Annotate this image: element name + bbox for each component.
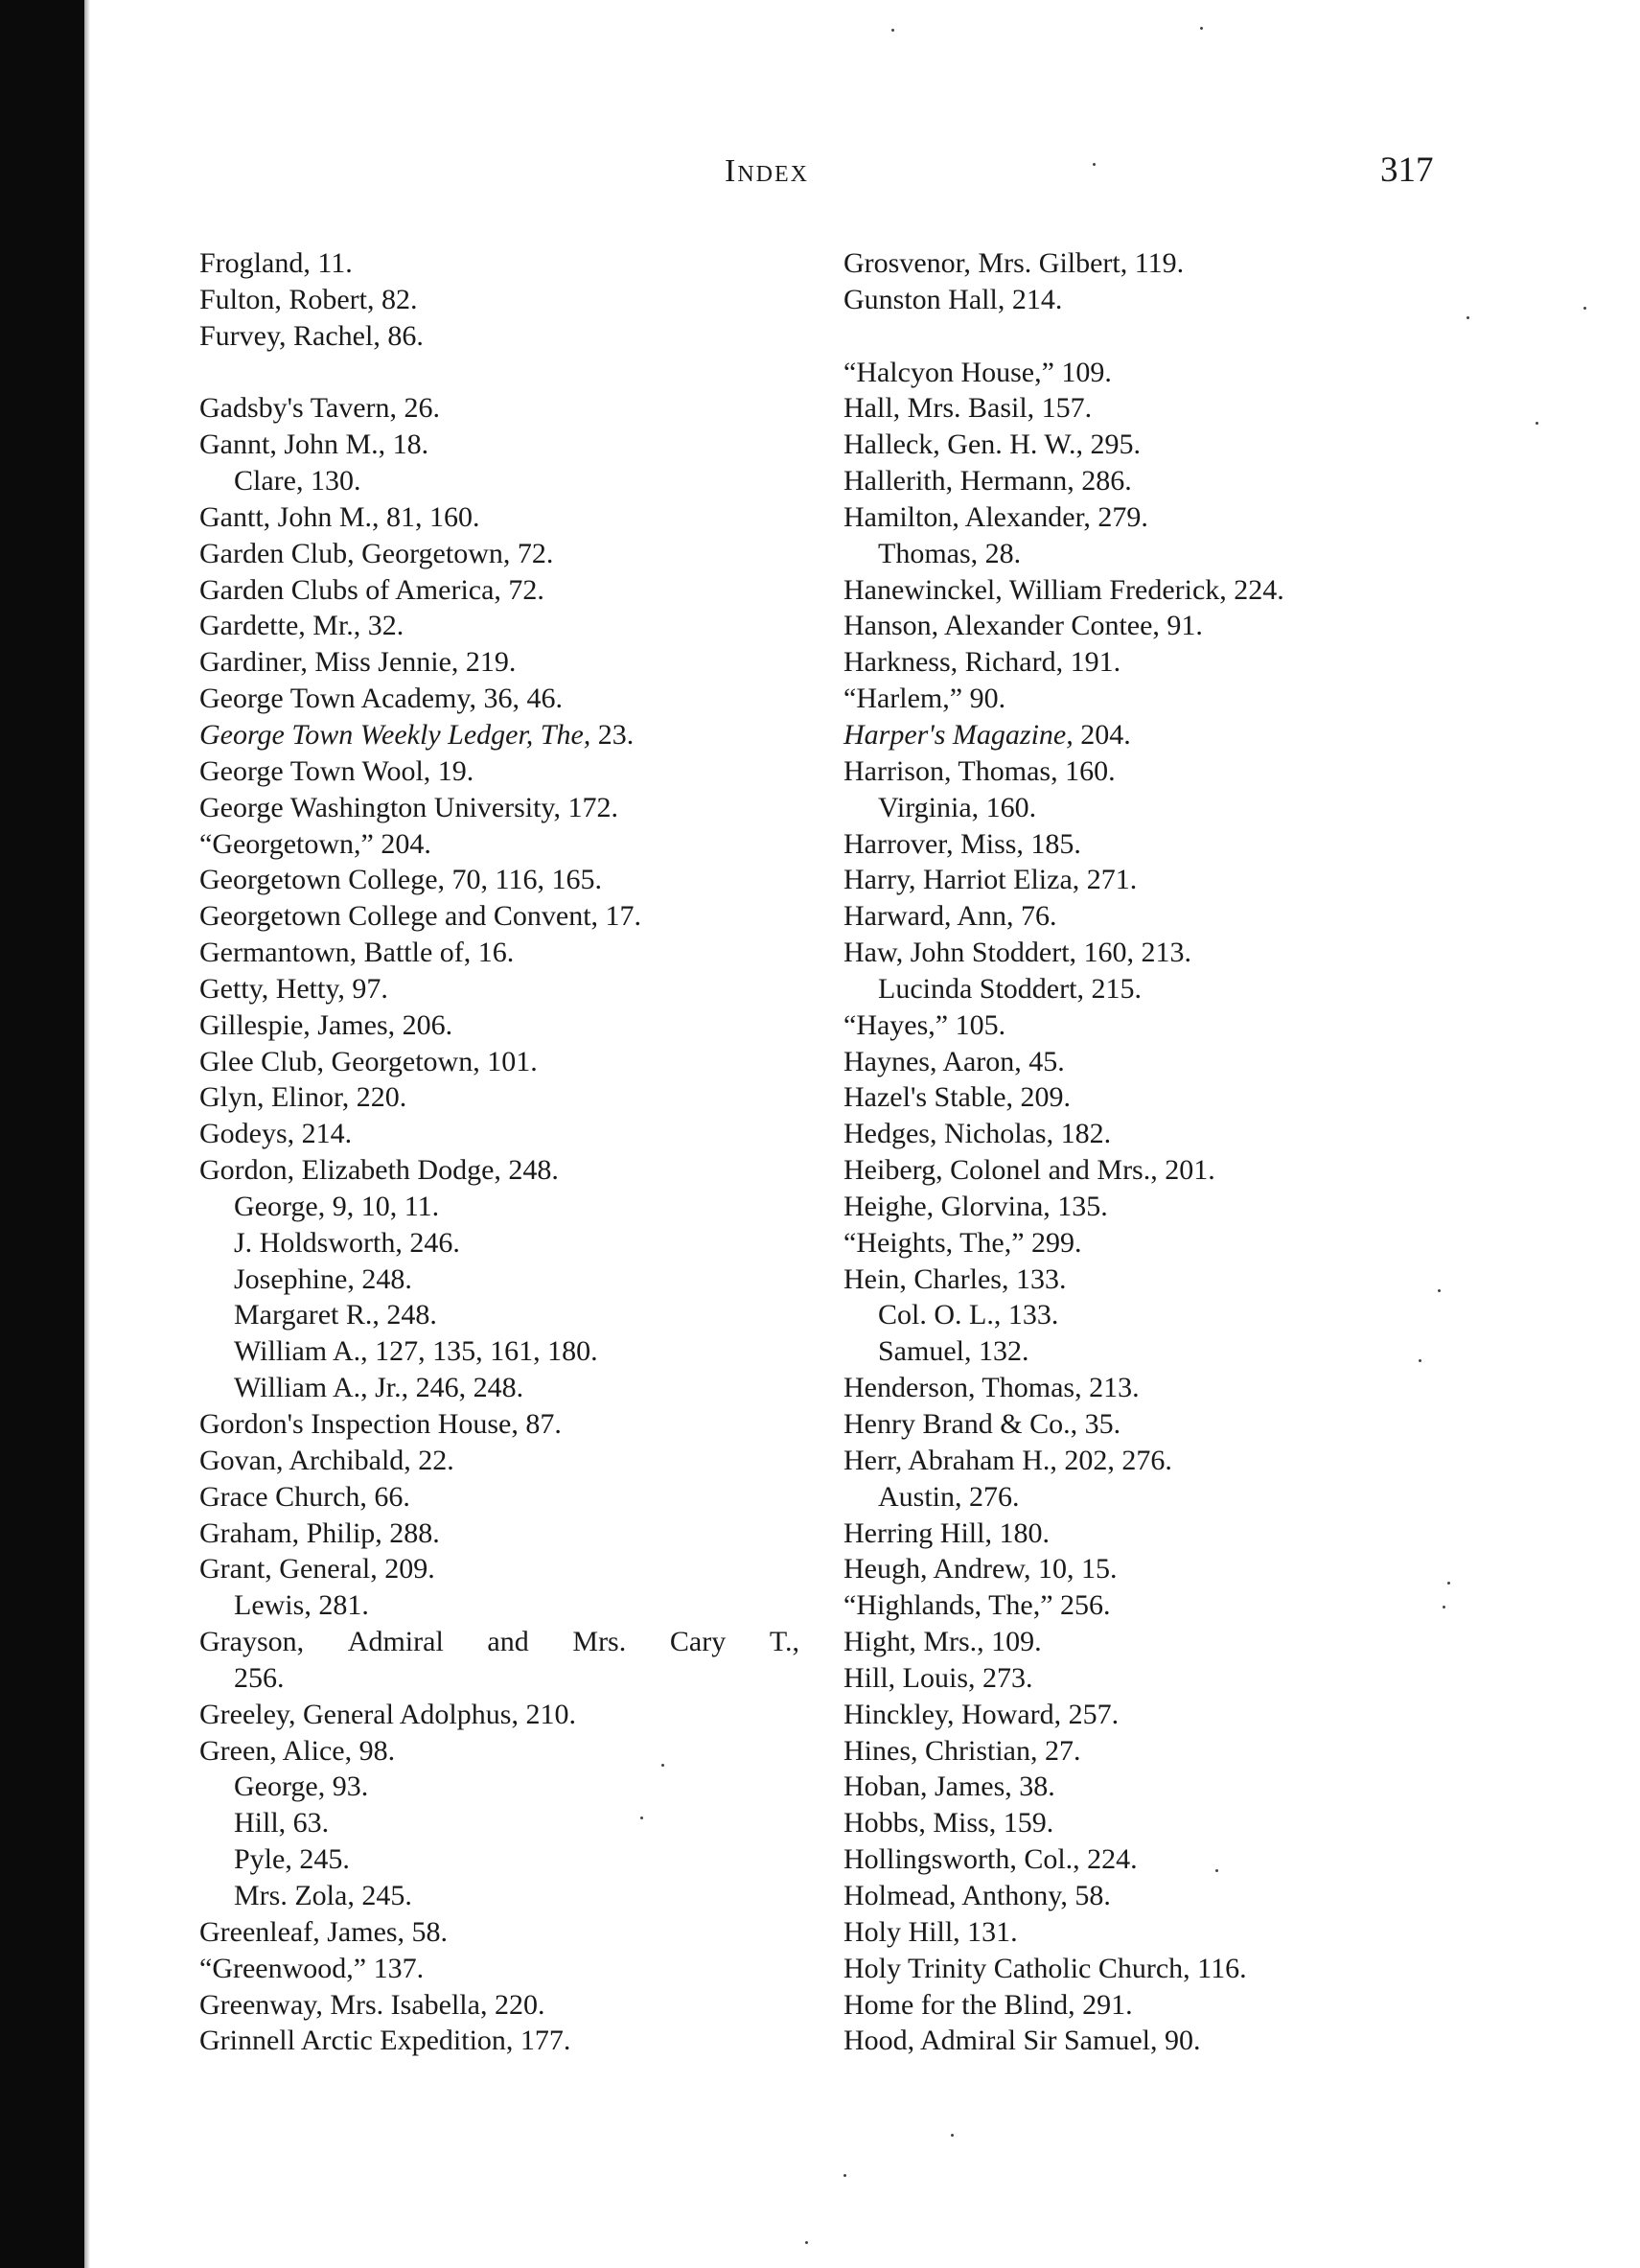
index-entry-title: George Town Weekly Ledger, The, xyxy=(199,718,591,751)
index-entry: Grant, General, 209. xyxy=(199,1553,435,1585)
index-entry: Glyn, Elinor, 220. xyxy=(199,1081,407,1114)
index-subentry: Austin, 276. xyxy=(878,1480,1020,1513)
index-entry xyxy=(843,717,1457,753)
index-entry: George Town Academy, 36, 46. xyxy=(199,683,563,715)
index-entry: Germantown, Battle of, 16. xyxy=(199,937,515,969)
index-column-right xyxy=(843,245,1457,2059)
index-entry-word: T., xyxy=(769,1626,799,1658)
index-spacer xyxy=(199,355,813,391)
index-entry: Gordon, Elizabeth Dodge, 248. xyxy=(199,1154,559,1187)
index-entry: Gardette, Mr., 32. xyxy=(199,610,404,642)
index-entry: “Georgetown,” 204. xyxy=(199,827,431,860)
index-subentry: Lewis, 281. xyxy=(234,1589,369,1622)
index-entry: “Heights, The,” 299. xyxy=(843,1226,1082,1259)
index-entry: Haw, John Stoddert, 160, 213. xyxy=(843,937,1192,969)
index-entry: Hollingsworth, Col., 224. xyxy=(843,1843,1138,1876)
index-entry: Harry, Harriot Eliza, 271. xyxy=(843,864,1138,896)
index-entry: Harkness, Richard, 191. xyxy=(843,646,1121,679)
index-entry: Frogland, 11. xyxy=(199,247,353,279)
index-entry: “Greenwood,” 137. xyxy=(199,1952,425,1984)
index-entry: Henderson, Thomas, 213. xyxy=(843,1372,1140,1404)
index-entry: Grace Church, 66. xyxy=(199,1480,410,1513)
index-subentry: Virginia, 160. xyxy=(878,791,1037,823)
index-subentry: William A., 127, 135, 161, 180. xyxy=(234,1335,598,1368)
index-entry: Glee Club, Georgetown, 101. xyxy=(199,1045,538,1077)
index-spacer xyxy=(843,318,1457,355)
scan-speck xyxy=(1200,27,1203,30)
index-entry-word: Grayson, xyxy=(199,1626,305,1658)
index-entry: Home for the Blind, 291. xyxy=(843,1988,1133,2021)
index-entry: 256. xyxy=(234,1661,285,1694)
index-entry: Graham, Philip, 288. xyxy=(199,1516,440,1549)
scan-speck xyxy=(1438,1289,1441,1292)
index-entry: Gunston Hall, 214. xyxy=(843,283,1063,315)
index-entry: Herr, Abraham H., 202, 276. xyxy=(843,1444,1172,1476)
index-entry-word: Cary xyxy=(669,1626,727,1658)
index-entry: “Highlands, The,” 256. xyxy=(843,1589,1111,1622)
index-entry: Hanewinckel, William Frederick, 224. xyxy=(843,573,1284,606)
scan-speck xyxy=(891,29,894,32)
index-entry: Harrison, Thomas, 160. xyxy=(843,754,1116,787)
index-entry-page-ref: 23. xyxy=(590,718,635,751)
index-entry: “Halcyon House,” 109. xyxy=(843,356,1112,388)
index-entry: Hazel's Stable, 209. xyxy=(843,1081,1072,1114)
index-entry: Georgetown College and Convent, 17. xyxy=(199,900,642,933)
page-title: Index xyxy=(725,153,809,189)
index-entry: Heugh, Andrew, 10, 15. xyxy=(843,1553,1118,1585)
index-entry: Grinnell Arctic Expedition, 177. xyxy=(199,2025,571,2057)
index-entry: Holy Trinity Catholic Church, 116. xyxy=(843,1952,1247,1984)
index-entry: Hoban, James, 38. xyxy=(843,1770,1055,1803)
index-entry: Hines, Christian, 27. xyxy=(843,1734,1081,1767)
index-entry: Harward, Ann, 76. xyxy=(843,900,1057,933)
index-entry: Hedges, Nicholas, 182. xyxy=(843,1118,1112,1150)
index-entry: Greeley, General Adolphus, 210. xyxy=(199,1698,576,1730)
index-entry-title: Harper's Magazine, xyxy=(843,718,1074,751)
index-entry: Green, Alice, 98. xyxy=(199,1734,396,1767)
index-entry: Fulton, Robert, 82. xyxy=(199,283,418,315)
index-subentry: Mrs. Zola, 245. xyxy=(234,1879,412,1911)
index-entry: Harrover, Miss, 185. xyxy=(843,827,1081,860)
page-number: 317 xyxy=(1380,150,1434,190)
scan-speck xyxy=(843,2174,846,2177)
scan-speck xyxy=(1467,316,1469,319)
index-entry: George Washington University, 172. xyxy=(199,791,618,823)
index-entry: Herring Hill, 180. xyxy=(843,1516,1050,1549)
index-entry: Hamilton, Alexander, 279. xyxy=(843,500,1148,533)
scan-speck xyxy=(1215,1869,1218,1872)
index-entry: George Town Wool, 19. xyxy=(199,754,474,787)
scan-speck xyxy=(661,1764,664,1767)
index-subentry: George, 93. xyxy=(234,1770,369,1803)
index-entry: “Hayes,” 105. xyxy=(843,1008,1006,1041)
index-entry-word: and xyxy=(487,1626,529,1658)
index-entry: Gadsby's Tavern, 26. xyxy=(199,392,441,425)
index-entry: Heiberg, Colonel and Mrs., 201. xyxy=(843,1154,1215,1187)
scan-speck xyxy=(1447,1582,1450,1585)
index-entry xyxy=(199,1624,799,1660)
index-subentry: Samuel, 132. xyxy=(878,1335,1029,1368)
index-entry: Holmead, Anthony, 58. xyxy=(843,1879,1111,1911)
index-entry: Furvey, Rachel, 86. xyxy=(199,319,424,352)
scan-speck xyxy=(640,1817,643,1819)
index-entry: Hall, Mrs. Basil, 157. xyxy=(843,392,1093,425)
index-entry: Hobbs, Miss, 159. xyxy=(843,1807,1054,1840)
index-entry: Gillespie, James, 206. xyxy=(199,1008,453,1041)
index-entry: Garden Clubs of America, 72. xyxy=(199,573,544,606)
scan-speck xyxy=(1419,1359,1421,1362)
index-entry: Gardiner, Miss Jennie, 219. xyxy=(199,646,517,679)
index-entry: Garden Club, Georgetown, 72. xyxy=(199,537,554,569)
index-entry: Georgetown College, 70, 116, 165. xyxy=(199,864,602,896)
index-subentry: J. Holdsworth, 246. xyxy=(234,1226,460,1259)
index-subentry: Hill, 63. xyxy=(234,1807,330,1840)
index-column-left xyxy=(199,245,813,2059)
index-subentry: William A., Jr., 246, 248. xyxy=(234,1372,524,1404)
binding-edge-shadow xyxy=(0,0,84,2268)
index-subentry: Thomas, 28. xyxy=(878,537,1022,569)
index-entry: Govan, Archibald, 22. xyxy=(199,1444,454,1476)
index-subentry: Col. O. L., 133. xyxy=(878,1299,1059,1331)
index-subentry: Clare, 130. xyxy=(234,465,361,498)
index-subentry: George, 9, 10, 11. xyxy=(234,1190,440,1222)
scan-speck xyxy=(805,2241,808,2244)
index-entry-word: Admiral xyxy=(347,1626,444,1658)
scan-speck xyxy=(1583,307,1586,310)
index-entry: Grosvenor, Mrs. Gilbert, 119. xyxy=(843,247,1185,279)
index-entry: Heighe, Glorvina, 135. xyxy=(843,1190,1108,1222)
index-entry: Haynes, Aaron, 45. xyxy=(843,1045,1065,1077)
index-entry: Gannt, John M., 18. xyxy=(199,428,429,461)
index-subentry: Pyle, 245. xyxy=(234,1843,350,1876)
index-entry: Hein, Charles, 133. xyxy=(843,1262,1067,1295)
scan-speck xyxy=(951,2134,954,2137)
index-entry: Henry Brand & Co., 35. xyxy=(843,1408,1121,1440)
index-subentry: Margaret R., 248. xyxy=(234,1299,437,1331)
index-entry: Hight, Mrs., 109. xyxy=(843,1626,1042,1658)
index-entry: Hinckley, Howard, 257. xyxy=(843,1698,1120,1730)
index-entry: Greenleaf, James, 58. xyxy=(199,1915,449,1948)
scan-speck xyxy=(1093,163,1096,166)
index-entry: Gantt, John M., 81, 160. xyxy=(199,500,480,533)
index-entry: Holy Hill, 131. xyxy=(843,1915,1018,1948)
scan-speck xyxy=(1443,1606,1445,1608)
index-entry-page-ref: 204. xyxy=(1073,718,1131,751)
index-entry: Halleck, Gen. H. W., 295. xyxy=(843,428,1141,461)
index-subentry: Josephine, 248. xyxy=(234,1262,412,1295)
index-entry xyxy=(199,717,813,753)
index-entry: Hill, Louis, 273. xyxy=(843,1661,1033,1694)
index-entry: Hanson, Alexander Contee, 91. xyxy=(843,610,1203,642)
index-entry: Greenway, Mrs. Isabella, 220. xyxy=(199,1988,545,2021)
index-entry: Godeys, 214. xyxy=(199,1118,353,1150)
running-head xyxy=(0,150,1640,201)
index-subentry: Lucinda Stoddert, 215. xyxy=(878,972,1142,1005)
index-entry: Hood, Admiral Sir Samuel, 90. xyxy=(843,2025,1201,2057)
index-entry-word: Mrs. xyxy=(572,1626,627,1658)
index-entry: Hallerith, Hermann, 286. xyxy=(843,465,1132,498)
index-entry: “Harlem,” 90. xyxy=(843,683,1006,715)
scan-speck xyxy=(1536,422,1538,425)
index-entry: Getty, Hetty, 97. xyxy=(199,972,388,1005)
index-entry: Gordon's Inspection House, 87. xyxy=(199,1408,562,1440)
